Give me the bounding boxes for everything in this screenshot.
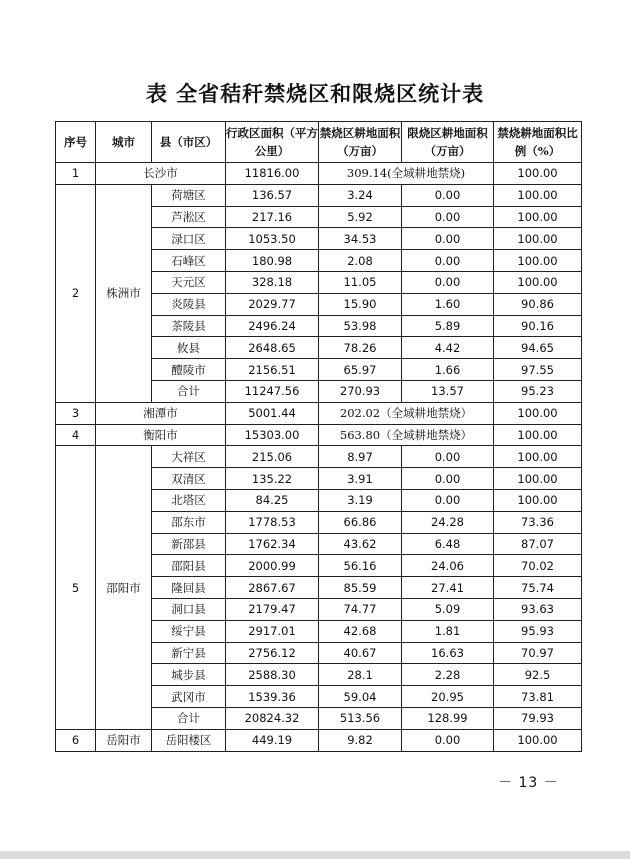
ban-cell: 28.1: [319, 664, 402, 686]
ratio-cell: 79.93: [494, 707, 582, 729]
ratio-cell: 100.00: [494, 184, 582, 206]
table-row: [56, 163, 582, 185]
limit-cell: 0.00: [402, 228, 494, 250]
county-cell: 合计: [152, 707, 226, 729]
county-cell: 茶陵县: [152, 315, 226, 337]
header-limit: 限烧区耕地面积（万亩）: [402, 122, 494, 163]
city-cell: 株洲市: [96, 184, 152, 402]
city-cell: 衡阳市: [96, 424, 226, 446]
ratio-cell: 95.23: [494, 380, 582, 402]
table-row: [56, 402, 582, 424]
ratio-cell: 97.55: [494, 359, 582, 381]
ban-cell: 34.53: [319, 228, 402, 250]
area-cell: 2496.24: [226, 315, 319, 337]
county-cell: 攸县: [152, 337, 226, 359]
county-cell: 天元区: [152, 271, 226, 293]
ban-cell: 78.26: [319, 337, 402, 359]
area-cell: 84.25: [226, 489, 319, 511]
county-cell: 洞口县: [152, 598, 226, 620]
ban-cell: 8.97: [319, 446, 402, 468]
county-cell: 新宁县: [152, 642, 226, 664]
ban-cell: 5.92: [319, 206, 402, 228]
ratio-cell: 73.36: [494, 511, 582, 533]
table-row: [56, 184, 582, 206]
header-county: 县（市区）: [152, 122, 226, 163]
ratio-cell: 95.93: [494, 620, 582, 642]
area-cell: 1778.53: [226, 511, 319, 533]
limit-cell: 0.00: [402, 729, 494, 751]
ban-cell: 65.97: [319, 359, 402, 381]
limit-cell: 24.06: [402, 555, 494, 577]
county-cell: 隆回县: [152, 577, 226, 599]
ratio-cell: 100.00: [494, 228, 582, 250]
ban-cell: 15.90: [319, 293, 402, 315]
area-cell: 2000.99: [226, 555, 319, 577]
county-cell: 石峰区: [152, 250, 226, 272]
seq-cell: 3: [56, 402, 96, 424]
limit-cell: 6.48: [402, 533, 494, 555]
limit-cell: 0.00: [402, 250, 494, 272]
county-cell: 城步县: [152, 664, 226, 686]
ratio-cell: 90.86: [494, 293, 582, 315]
county-cell: 武冈市: [152, 686, 226, 708]
area-cell: 2179.47: [226, 598, 319, 620]
area-cell: 20824.32: [226, 707, 319, 729]
county-cell: 岳阳楼区: [152, 729, 226, 751]
ban-cell: 42.68: [319, 620, 402, 642]
page-title: 表 全省秸秆禁烧区和限烧区统计表: [145, 81, 485, 106]
table-row: [56, 729, 582, 751]
county-cell: 渌口区: [152, 228, 226, 250]
statistics-table: [55, 121, 582, 752]
seq-cell: 1: [56, 163, 96, 185]
header-ban: 禁烧区耕地面积（万亩）: [319, 122, 402, 163]
limit-cell: 1.66: [402, 359, 494, 381]
ban-cell: 9.82: [319, 729, 402, 751]
ratio-cell: 100.00: [494, 271, 582, 293]
ratio-cell: 100.00: [494, 402, 582, 424]
limit-cell: 13.57: [402, 380, 494, 402]
ratio-cell: 100.00: [494, 446, 582, 468]
seq-cell: 4: [56, 424, 96, 446]
page-number: － 13 －: [498, 775, 559, 791]
seq-cell: 2: [56, 184, 96, 402]
ratio-cell: 92.5: [494, 664, 582, 686]
area-cell: 15303.00: [226, 424, 319, 446]
county-cell: 炎陵县: [152, 293, 226, 315]
area-cell: 2029.77: [226, 293, 319, 315]
header-seq: 序号: [56, 122, 96, 163]
area-cell: 135.22: [226, 468, 319, 490]
limit-cell: 0.00: [402, 489, 494, 511]
ratio-cell: 100.00: [494, 206, 582, 228]
header-area: 行政区面积（平方公里）: [226, 122, 319, 163]
limit-cell: 1.60: [402, 293, 494, 315]
limit-cell: 0.00: [402, 271, 494, 293]
seq-cell: 6: [56, 729, 96, 751]
ban-cell: 11.05: [319, 271, 402, 293]
city-cell: 长沙市: [96, 163, 226, 185]
area-cell: 2648.65: [226, 337, 319, 359]
area-cell: 215.06: [226, 446, 319, 468]
limit-cell: 1.81: [402, 620, 494, 642]
area-cell: 1539.36: [226, 686, 319, 708]
ban-cell: 3.19: [319, 489, 402, 511]
ratio-cell: 90.16: [494, 315, 582, 337]
city-cell: 岳阳市: [96, 729, 152, 751]
county-cell: 大祥区: [152, 446, 226, 468]
ban-cell: 43.62: [319, 533, 402, 555]
county-cell: 芦淞区: [152, 206, 226, 228]
area-cell: 136.57: [226, 184, 319, 206]
ratio-cell: 87.07: [494, 533, 582, 555]
ratio-cell: 100.00: [494, 163, 582, 185]
ban-cell: 53.98: [319, 315, 402, 337]
county-cell: 邵阳县: [152, 555, 226, 577]
area-cell: 11247.56: [226, 380, 319, 402]
limit-cell: 20.95: [402, 686, 494, 708]
area-cell: 1762.34: [226, 533, 319, 555]
header-city: 城市: [96, 122, 152, 163]
bottom-divider: [0, 851, 630, 859]
ban-cell: 66.86: [319, 511, 402, 533]
county-cell: 新邵县: [152, 533, 226, 555]
county-cell: 绥宁县: [152, 620, 226, 642]
ban-cell: 563.80（全域耕地禁烧）: [319, 424, 494, 446]
ban-cell: 3.24: [319, 184, 402, 206]
area-cell: 2917.01: [226, 620, 319, 642]
county-cell: 醴陵市: [152, 359, 226, 381]
ratio-cell: 100.00: [494, 489, 582, 511]
county-cell: 合计: [152, 380, 226, 402]
limit-cell: 128.99: [402, 707, 494, 729]
county-cell: 北塔区: [152, 489, 226, 511]
table-header-row: [56, 122, 582, 163]
area-cell: 11816.00: [226, 163, 319, 185]
ratio-cell: 100.00: [494, 424, 582, 446]
county-cell: 双清区: [152, 468, 226, 490]
ratio-cell: 94.65: [494, 337, 582, 359]
table-row: [56, 424, 582, 446]
table-row: [56, 446, 582, 468]
limit-cell: 5.09: [402, 598, 494, 620]
ban-cell: 2.08: [319, 250, 402, 272]
limit-cell: 4.42: [402, 337, 494, 359]
ratio-cell: 70.02: [494, 555, 582, 577]
ratio-cell: 73.81: [494, 686, 582, 708]
limit-cell: 0.00: [402, 446, 494, 468]
ban-cell: 202.02（全域耕地禁烧）: [319, 402, 494, 424]
limit-cell: 0.00: [402, 184, 494, 206]
city-cell: 湘潭市: [96, 402, 226, 424]
limit-cell: 5.89: [402, 315, 494, 337]
ban-cell: 40.67: [319, 642, 402, 664]
area-cell: 2156.51: [226, 359, 319, 381]
limit-cell: 24.28: [402, 511, 494, 533]
limit-cell: 0.00: [402, 206, 494, 228]
ban-cell: 270.93: [319, 380, 402, 402]
ban-cell: 74.77: [319, 598, 402, 620]
ban-cell: 513.56: [319, 707, 402, 729]
area-cell: 2867.67: [226, 577, 319, 599]
area-cell: 2756.12: [226, 642, 319, 664]
ratio-cell: 70.97: [494, 642, 582, 664]
area-cell: 449.19: [226, 729, 319, 751]
area-cell: 217.16: [226, 206, 319, 228]
area-cell: 2588.30: [226, 664, 319, 686]
area-cell: 328.18: [226, 271, 319, 293]
area-cell: 180.98: [226, 250, 319, 272]
ratio-cell: 100.00: [494, 729, 582, 751]
limit-cell: 16.63: [402, 642, 494, 664]
ratio-cell: 93.63: [494, 598, 582, 620]
limit-cell: 2.28: [402, 664, 494, 686]
ratio-cell: 100.00: [494, 250, 582, 272]
ban-cell: 309.14(全域耕地禁烧): [319, 163, 494, 185]
seq-cell: 5: [56, 446, 96, 729]
ban-cell: 56.16: [319, 555, 402, 577]
ban-cell: 85.59: [319, 577, 402, 599]
area-cell: 1053.50: [226, 228, 319, 250]
county-cell: 荷塘区: [152, 184, 226, 206]
ban-cell: 3.91: [319, 468, 402, 490]
city-cell: 邵阳市: [96, 446, 152, 729]
header-ratio: 禁烧耕地面积比例（%）: [494, 122, 582, 163]
limit-cell: 27.41: [402, 577, 494, 599]
ratio-cell: 75.74: [494, 577, 582, 599]
ban-cell: 59.04: [319, 686, 402, 708]
area-cell: 5001.44: [226, 402, 319, 424]
limit-cell: 0.00: [402, 468, 494, 490]
ratio-cell: 100.00: [494, 468, 582, 490]
county-cell: 邵东市: [152, 511, 226, 533]
